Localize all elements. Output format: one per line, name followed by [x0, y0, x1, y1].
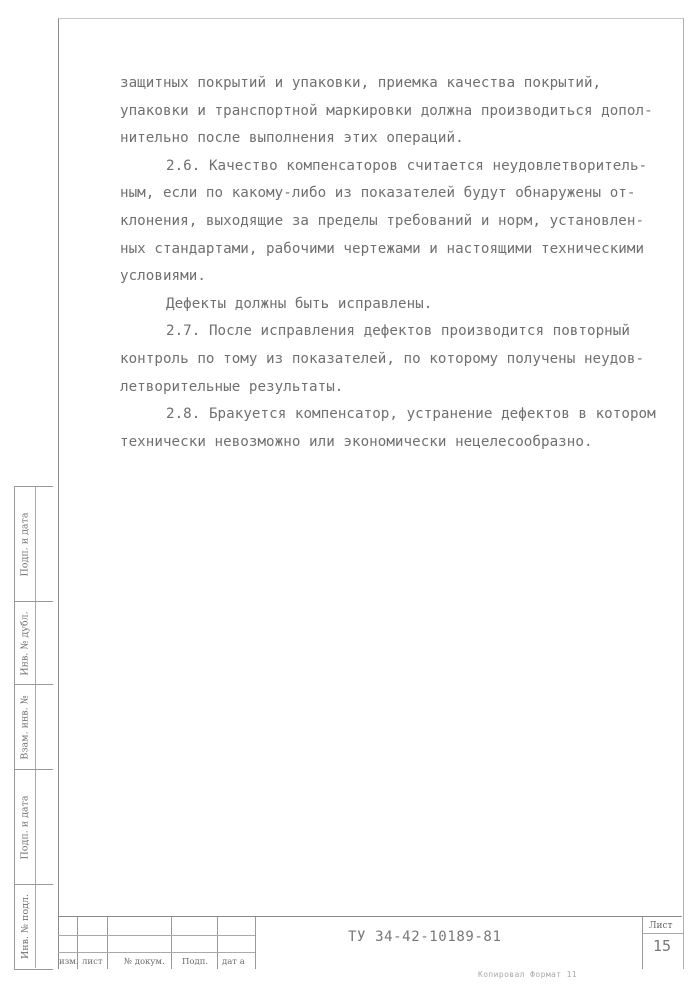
text-line: 2.6. Качество компенсаторов считается неудовлетворитель- [166, 157, 648, 174]
text-line: условиями. [120, 268, 206, 285]
sheet-label: Лист [649, 921, 673, 931]
side-cell-sign-date-1 [15, 487, 53, 602]
text-line: клонения, выходящие за пределы требований и норм, установлен- [120, 212, 645, 229]
side-label: Подп. и дата [19, 511, 31, 577]
text-line: 2.8. Бракуется компенсатор, устранение дефектов в котором [166, 406, 656, 423]
column-change: изм. [59, 957, 79, 967]
sheet-box [642, 917, 683, 969]
text-line: контроль по тому из показателей, по которому получены неудов- [120, 350, 645, 367]
text-line: защитных покрытий и упаковки, приемка качества покрытий, [120, 75, 602, 91]
side-label: Взам. инв. № [19, 694, 31, 760]
column-sheet: лист [82, 957, 103, 967]
column-doc-number: № докум. [124, 957, 165, 967]
text-line: Дефекты должны быть исправлены. [166, 295, 433, 312]
column-date: дат а [222, 957, 245, 967]
side-label: Подп. и дата [19, 794, 31, 860]
text-line: ным, если по какому-либо из показателей будут обнаружены от- [120, 185, 636, 202]
text-line: 2.7. После исправления дефектов производится повторный [166, 323, 630, 340]
footer-note: Копировал Формат 11 [478, 970, 578, 979]
side-stamp [14, 486, 53, 970]
text-line: упаковки и транспортной маркировки должна производиться допол- [120, 102, 653, 119]
document-code: ТУ 34-42-10189-81 [348, 929, 502, 945]
title-block [58, 916, 682, 969]
side-label: Инв. № подл. [19, 894, 31, 959]
document-body [120, 70, 660, 456]
text-line: технически невозможно или экономически нецелесообразно. [120, 433, 593, 450]
text-line: нительно после выполнения этих операций. [120, 130, 464, 147]
sheet-number: 15 [653, 937, 672, 955]
side-cell-sign-date-2 [15, 770, 53, 885]
side-cell-orig-inv [15, 885, 53, 968]
side-label: Инв. № дубл. [19, 610, 31, 676]
column-signature: Подп. [182, 957, 209, 967]
text-line: ных стандартами, рабочими чертежами и настоящими техническими [120, 240, 645, 257]
side-cell-replace-inv [15, 685, 53, 770]
side-cell-dup-inv [15, 602, 53, 685]
text-line: летворительные результаты. [120, 378, 344, 395]
